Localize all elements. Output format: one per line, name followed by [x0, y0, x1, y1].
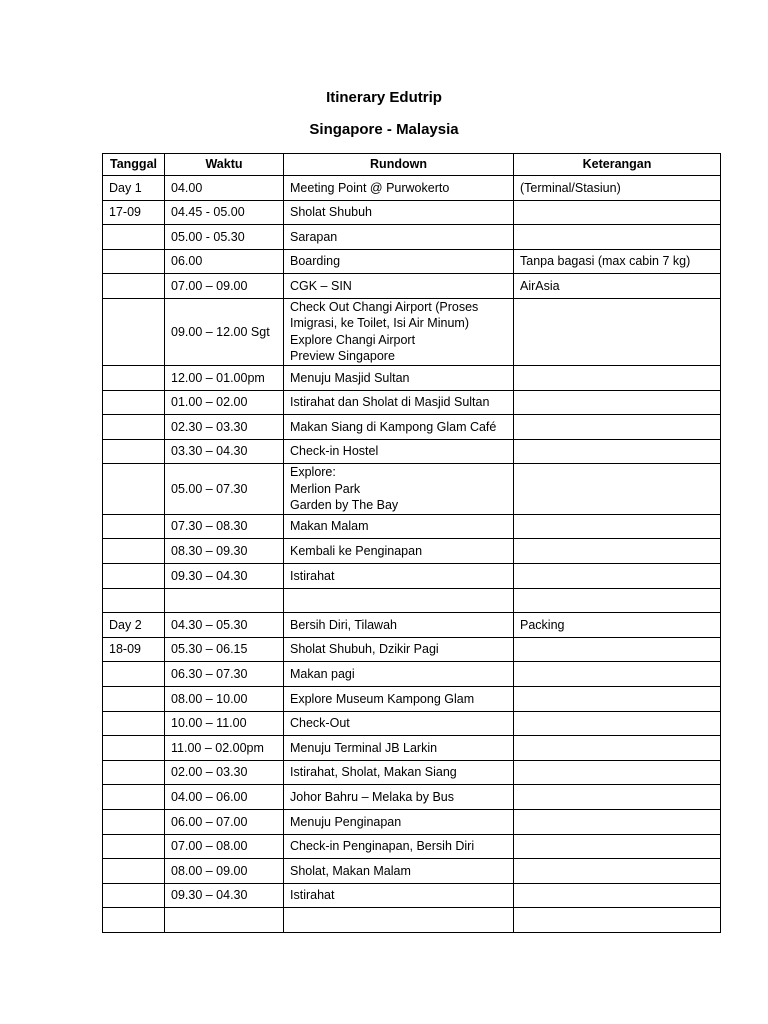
- cell-tanggal: 18-09: [103, 637, 165, 662]
- cell-waktu: 06.00: [165, 249, 284, 274]
- document-title: Itinerary Edutrip: [326, 89, 442, 106]
- cell-waktu: 12.00 – 01.00pm: [165, 365, 284, 390]
- cell-keterangan: [514, 859, 721, 884]
- cell-waktu: 04.00: [165, 176, 284, 201]
- cell-rundown: [284, 809, 514, 834]
- table-row: [103, 539, 721, 564]
- table-row: [103, 298, 721, 365]
- cell-rundown: [284, 588, 514, 613]
- cell-tanggal: 17-09: [103, 200, 165, 225]
- cell-waktu: 04.45 - 05.00: [165, 200, 284, 225]
- table-row: [103, 439, 721, 464]
- table-row: [103, 415, 721, 440]
- cell-rundown: [284, 298, 514, 365]
- cell-tanggal: Day 2: [103, 613, 165, 638]
- table-row: [103, 588, 721, 613]
- cell-keterangan: (Terminal/Stasiun): [514, 176, 721, 201]
- cell-keterangan: [514, 760, 721, 785]
- rundown-line: Sarapan: [290, 229, 338, 244]
- cell-waktu: 08.00 – 09.00: [165, 859, 284, 884]
- rundown-line: Makan Siang di Kampong Glam Café: [290, 419, 497, 434]
- cell-keterangan: [514, 711, 721, 736]
- table-row: [103, 760, 721, 785]
- cell-tanggal: [103, 274, 165, 299]
- rundown-line: Imigrasi, ke Toilet, Isi Air Minum): [290, 316, 469, 331]
- cell-rundown: [284, 711, 514, 736]
- table-row: [103, 274, 721, 299]
- table-row: [103, 225, 721, 250]
- cell-rundown: [284, 365, 514, 390]
- cell-keterangan: [514, 588, 721, 613]
- cell-tanggal: [103, 415, 165, 440]
- cell-tanggal: [103, 439, 165, 464]
- cell-tanggal: [103, 785, 165, 810]
- cell-tanggal: [103, 809, 165, 834]
- cell-tanggal: [103, 588, 165, 613]
- document-subtitle: Singapore - Malaysia: [309, 121, 459, 138]
- cell-rundown: [284, 439, 514, 464]
- rundown-line: Sholat, Makan Malam: [290, 863, 411, 878]
- cell-keterangan: [514, 464, 721, 515]
- rundown-line: Sholat Shubuh: [290, 205, 373, 220]
- cell-rundown: [284, 637, 514, 662]
- rundown-line: Sholat Shubuh, Dzikir Pagi: [290, 642, 439, 657]
- cell-keterangan: AirAsia: [514, 274, 721, 299]
- cell-keterangan: [514, 662, 721, 687]
- rundown-line: Johor Bahru – Melaka by Bus: [290, 789, 454, 804]
- cell-keterangan: [514, 514, 721, 539]
- cell-waktu: 11.00 – 02.00pm: [165, 736, 284, 761]
- cell-rundown: [284, 200, 514, 225]
- cell-tanggal: [103, 711, 165, 736]
- cell-waktu: 09.30 – 04.30: [165, 883, 284, 908]
- rundown-line: Merlion Park: [290, 481, 361, 496]
- cell-rundown: [284, 785, 514, 810]
- cell-rundown: [284, 390, 514, 415]
- cell-tanggal: [103, 908, 165, 933]
- cell-waktu: [165, 588, 284, 613]
- cell-rundown: [284, 464, 514, 515]
- rundown-line: Kembali ke Penginapan: [290, 543, 423, 558]
- header-rundown: Rundown: [284, 154, 514, 176]
- table-row: [103, 564, 721, 589]
- cell-tanggal: [103, 390, 165, 415]
- cell-keterangan: Tanpa bagasi (max cabin 7 kg): [514, 249, 721, 274]
- cell-waktu: 09.30 – 04.30: [165, 564, 284, 589]
- cell-tanggal: [103, 883, 165, 908]
- cell-tanggal: [103, 365, 165, 390]
- cell-rundown: [284, 859, 514, 884]
- cell-keterangan: [514, 365, 721, 390]
- cell-rundown: [284, 539, 514, 564]
- cell-rundown: [284, 760, 514, 785]
- cell-keterangan: [514, 539, 721, 564]
- cell-tanggal: [103, 662, 165, 687]
- rundown-line: Istirahat: [290, 568, 335, 583]
- rundown-line: Istirahat dan Sholat di Masjid Sultan: [290, 395, 490, 410]
- cell-rundown: [284, 415, 514, 440]
- cell-waktu: [165, 908, 284, 933]
- table-row: [103, 908, 721, 933]
- cell-tanggal: [103, 859, 165, 884]
- rundown-line: Explore Museum Kampong Glam: [290, 691, 475, 706]
- header-tanggal: Tanggal: [103, 154, 165, 176]
- cell-waktu: 04.00 – 06.00: [165, 785, 284, 810]
- itinerary-table: [102, 153, 721, 933]
- cell-waktu: 06.00 – 07.00: [165, 809, 284, 834]
- table-header-row: [103, 154, 721, 176]
- cell-keterangan: [514, 415, 721, 440]
- cell-tanggal: [103, 514, 165, 539]
- rundown-line: Meeting Point @ Purwokerto: [290, 180, 450, 195]
- cell-waktu: 02.00 – 03.30: [165, 760, 284, 785]
- cell-waktu: 06.30 – 07.30: [165, 662, 284, 687]
- cell-tanggal: [103, 249, 165, 274]
- rundown-line: Check-in Hostel: [290, 444, 379, 459]
- cell-rundown: [284, 834, 514, 859]
- table-row: [103, 637, 721, 662]
- table-row: [103, 711, 721, 736]
- rundown-line: CGK – SIN: [290, 278, 352, 293]
- cell-keterangan: [514, 736, 721, 761]
- table-row: [103, 859, 721, 884]
- rundown-line: Istirahat, Sholat, Makan Siang: [290, 765, 457, 780]
- cell-tanggal: [103, 464, 165, 515]
- rundown-line: Explore Changi Airport: [290, 332, 416, 347]
- cell-waktu: 07.00 – 08.00: [165, 834, 284, 859]
- cell-rundown: [284, 564, 514, 589]
- table-row: [103, 249, 721, 274]
- cell-tanggal: [103, 225, 165, 250]
- cell-tanggal: [103, 298, 165, 365]
- cell-waktu: 10.00 – 11.00: [165, 711, 284, 736]
- table-row: [103, 736, 721, 761]
- cell-keterangan: [514, 439, 721, 464]
- cell-waktu: 07.00 – 09.00: [165, 274, 284, 299]
- header-keterangan: Keterangan: [514, 154, 721, 176]
- cell-rundown: [284, 736, 514, 761]
- cell-keterangan: [514, 298, 721, 365]
- rundown-line: Boarding: [290, 254, 341, 269]
- cell-keterangan: [514, 564, 721, 589]
- cell-keterangan: [514, 785, 721, 810]
- cell-tanggal: [103, 834, 165, 859]
- cell-keterangan: [514, 809, 721, 834]
- cell-rundown: [284, 687, 514, 712]
- rundown-line: Preview Singapore: [290, 349, 395, 364]
- cell-waktu: 03.30 – 04.30: [165, 439, 284, 464]
- cell-waktu: 02.30 – 03.30: [165, 415, 284, 440]
- rundown-line: Check-Out: [290, 716, 350, 731]
- cell-tanggal: [103, 760, 165, 785]
- rundown-line: Menuju Penginapan: [290, 814, 402, 829]
- cell-keterangan: [514, 390, 721, 415]
- rundown-line: Menuju Masjid Sultan: [290, 370, 410, 385]
- cell-rundown: [284, 274, 514, 299]
- table-row: [103, 687, 721, 712]
- rundown-line: Istirahat: [290, 888, 335, 903]
- cell-waktu: 04.30 – 05.30: [165, 613, 284, 638]
- cell-rundown: [284, 176, 514, 201]
- header-waktu: Waktu: [165, 154, 284, 176]
- cell-rundown: [284, 225, 514, 250]
- rundown-line: Bersih Diri, Tilawah: [290, 617, 397, 632]
- rundown-line: Menuju Terminal JB Larkin: [290, 740, 438, 755]
- cell-tanggal: [103, 687, 165, 712]
- table-row: [103, 662, 721, 687]
- cell-rundown: [284, 613, 514, 638]
- cell-keterangan: [514, 637, 721, 662]
- rundown-line: Makan pagi: [290, 666, 355, 681]
- cell-keterangan: [514, 225, 721, 250]
- cell-keterangan: Packing: [514, 613, 721, 638]
- table-row: [103, 785, 721, 810]
- table-row: [103, 883, 721, 908]
- cell-tanggal: Day 1: [103, 176, 165, 201]
- cell-tanggal: [103, 539, 165, 564]
- table-row: [103, 176, 721, 201]
- rundown-line: Check Out Changi Airport (Proses: [290, 299, 479, 314]
- cell-waktu: 05.00 - 05.30: [165, 225, 284, 250]
- cell-waktu: 08.00 – 10.00: [165, 687, 284, 712]
- cell-waktu: 01.00 – 02.00: [165, 390, 284, 415]
- cell-keterangan: [514, 687, 721, 712]
- cell-tanggal: [103, 564, 165, 589]
- table-row: [103, 514, 721, 539]
- rundown-line: Explore:: [290, 465, 336, 480]
- cell-keterangan: [514, 834, 721, 859]
- cell-waktu: 08.30 – 09.30: [165, 539, 284, 564]
- table-row: [103, 200, 721, 225]
- cell-keterangan: [514, 200, 721, 225]
- cell-keterangan: [514, 908, 721, 933]
- table-row: [103, 613, 721, 638]
- rundown-line: Garden by The Bay: [290, 498, 399, 513]
- table-row: [103, 464, 721, 515]
- table-row: [103, 809, 721, 834]
- cell-rundown: [284, 908, 514, 933]
- cell-waktu: 07.30 – 08.30: [165, 514, 284, 539]
- cell-keterangan: [514, 883, 721, 908]
- cell-waktu: 05.30 – 06.15: [165, 637, 284, 662]
- cell-rundown: [284, 514, 514, 539]
- cell-tanggal: [103, 736, 165, 761]
- rundown-line: Makan Malam: [290, 519, 369, 534]
- cell-waktu: 09.00 – 12.00 Sgt: [165, 298, 284, 365]
- table-row: [103, 390, 721, 415]
- rundown-line: Check-in Penginapan, Bersih Diri: [290, 839, 475, 854]
- cell-rundown: [284, 249, 514, 274]
- cell-rundown: [284, 883, 514, 908]
- cell-waktu: 05.00 – 07.30: [165, 464, 284, 515]
- table-row: [103, 365, 721, 390]
- table-row: [103, 834, 721, 859]
- cell-rundown: [284, 662, 514, 687]
